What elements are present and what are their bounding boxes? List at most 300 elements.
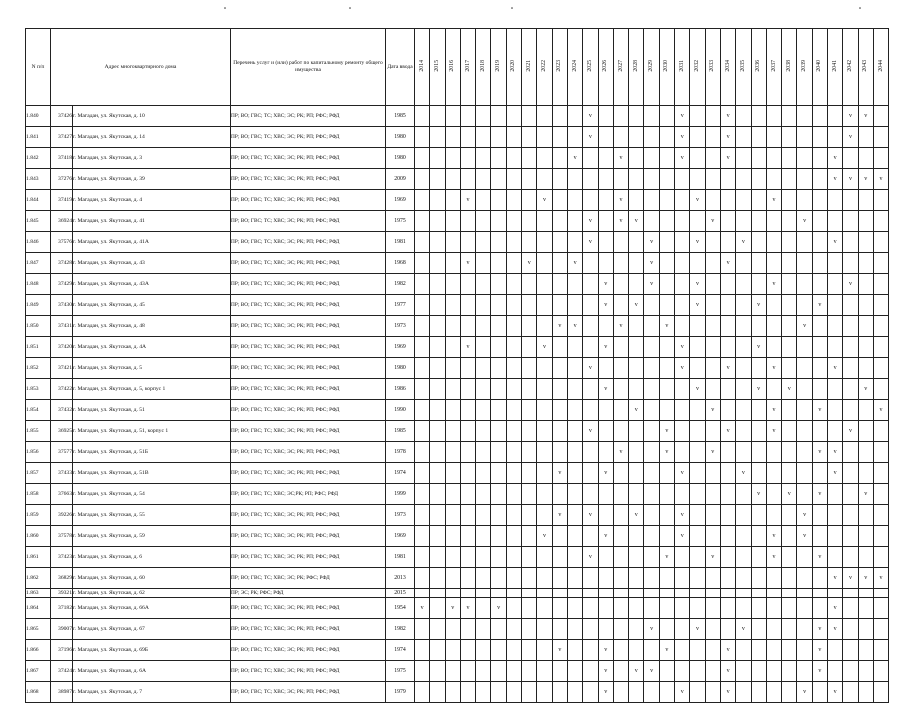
year-cell [629,232,644,253]
works-list: ПР; ВО; ГВС; ТС; ХВС; ЭС; РК; РП; РФС; РФД [231,358,386,379]
year-cell [675,379,690,400]
year-cell [522,127,537,148]
year-cell [598,505,613,526]
year-cell [445,295,460,316]
year-cell [675,253,690,274]
year-cell [736,661,751,682]
year-cell [629,619,644,640]
year-cell [567,211,582,232]
year-cell [705,619,720,640]
year-cell [552,619,567,640]
scheduled-mark: v [705,442,720,463]
house-code: 37424 [51,661,73,682]
row-number: 1.861 [26,547,51,568]
year-cell [430,232,445,253]
table-row [26,337,889,358]
row-number: 1.844 [26,190,51,211]
year-cell [460,295,475,316]
year-cell [675,421,690,442]
year-cell [644,505,659,526]
house-code: 39226 [51,505,73,526]
house-code: 37419 [51,190,73,211]
year-cell [583,337,598,358]
year-cell [858,337,873,358]
year-cell [873,211,888,232]
year-cell [843,589,858,598]
table-row [26,232,889,253]
works-list: ПР; ВО; ГВС; ТС; ХВС; ЭС; РК; РФС; РФД [231,568,386,589]
year-cell [445,232,460,253]
year-cell [476,316,491,337]
year-cell [567,442,582,463]
year-cell [659,169,674,190]
house-address: г. Магадан, ул. Якутская, д. 4 [73,190,231,211]
year-cell [828,661,843,682]
year-cell [797,106,812,127]
table-body [26,106,889,703]
year-cell [644,526,659,547]
year-cell [690,661,705,682]
scheduled-mark: v [812,400,827,421]
header-year-label: 2028 [632,59,639,72]
year-cell [751,682,766,703]
year-cell [858,589,873,598]
year-cell [415,568,430,589]
year-cell [736,106,751,127]
year-cell [430,190,445,211]
year-cell [430,337,445,358]
house-address: г. Магадан, ул. Якутская, д. 62 [73,589,231,598]
year-cell [476,421,491,442]
scheduled-mark: v [598,379,613,400]
year-cell [598,148,613,169]
year-cell [644,484,659,505]
year-cell [736,169,751,190]
scheduled-mark: v [675,337,690,358]
year-cell [782,337,797,358]
year-cell [491,463,506,484]
row-number: 1.860 [26,526,51,547]
scheduled-mark: v [812,442,827,463]
year-cell [430,619,445,640]
year-cell [430,484,445,505]
year-cell [506,316,521,337]
year-cell [613,274,628,295]
scheduled-mark: v [445,598,460,619]
year-cell [659,400,674,421]
year-built: 1977 [386,295,415,316]
scheduled-mark: v [873,400,888,421]
year-cell [476,190,491,211]
scheduled-mark: v [766,421,781,442]
scheduled-mark: v [629,295,644,316]
year-cell [659,619,674,640]
house-code: 37432 [51,400,73,421]
year-cell [797,127,812,148]
year-cell [797,232,812,253]
year-cell [491,106,506,127]
year-cell [506,442,521,463]
year-cell [583,568,598,589]
year-cell [644,106,659,127]
year-cell [491,547,506,568]
year-cell [690,253,705,274]
year-cell [415,211,430,232]
header-year-label: 2015 [433,59,440,72]
year-cell [797,484,812,505]
scheduled-mark: v [583,211,598,232]
scheduled-mark: v [583,505,598,526]
year-cell [812,379,827,400]
year-cell [720,274,735,295]
house-address: г. Магадан, ул. Якутская, д. 4А [73,337,231,358]
scheduled-mark: v [797,316,812,337]
year-cell [598,106,613,127]
house-code: 36925 [51,421,73,442]
house-address: г. Магадан, ул. Якутская, д. 7 [73,682,231,703]
year-cell [858,400,873,421]
scheduled-mark: v [629,400,644,421]
year-cell [430,358,445,379]
year-cell [843,211,858,232]
year-cell [476,661,491,682]
year-cell [445,442,460,463]
year-cell [430,211,445,232]
table-row [26,148,889,169]
year-cell [460,232,475,253]
year-cell [873,421,888,442]
year-built: 1974 [386,463,415,484]
scheduled-mark: v [629,211,644,232]
year-cell [476,274,491,295]
year-cell [552,127,567,148]
scheduled-mark: v [843,127,858,148]
year-cell [415,358,430,379]
year-cell [705,232,720,253]
year-cell [720,484,735,505]
house-code: 37422 [51,379,73,400]
header-year [828,29,843,106]
year-cell [751,358,766,379]
year-cell [445,148,460,169]
year-cell [537,682,552,703]
scheduled-mark: v [873,169,888,190]
year-cell [644,211,659,232]
year-cell [567,169,582,190]
year-cell [506,484,521,505]
year-cell [659,211,674,232]
year-cell [430,169,445,190]
year-built: 1982 [386,274,415,295]
year-cell [659,379,674,400]
year-cell [537,274,552,295]
header-works: Перечень услуг и (или) работ по капитальному ремонту общего имущества [231,29,386,106]
year-cell [751,547,766,568]
scheduled-mark: v [828,682,843,703]
scheduled-mark: v [828,463,843,484]
year-cell [552,232,567,253]
year-cell [797,421,812,442]
scheduled-mark: v [690,379,705,400]
year-cell [567,274,582,295]
year-cell [690,442,705,463]
row-number: 1.841 [26,127,51,148]
year-cell [552,421,567,442]
house-code: 37182 [51,598,73,619]
header-year [506,29,521,106]
year-cell [567,484,582,505]
scheduled-mark: v [705,400,720,421]
year-cell [812,106,827,127]
scheduled-mark: v [797,505,812,526]
year-cell [690,211,705,232]
year-cell [705,379,720,400]
year-cell [613,547,628,568]
year-cell [766,463,781,484]
year-cell [522,211,537,232]
house-address: г. Магадан, ул. Якутская, д. 5 [73,358,231,379]
year-cell [812,253,827,274]
year-cell [736,505,751,526]
scheduled-mark: v [843,106,858,127]
year-cell [445,316,460,337]
year-cell [812,358,827,379]
house-address: г. Магадан, ул. Якутская, д. 3 [73,148,231,169]
scheduled-mark: v [812,295,827,316]
year-cell [736,640,751,661]
year-cell [522,547,537,568]
year-cell [476,295,491,316]
scheduled-mark: v [828,148,843,169]
year-cell [705,253,720,274]
year-cell [736,682,751,703]
year-cell [690,106,705,127]
year-cell [537,421,552,442]
year-cell [782,640,797,661]
house-code: 37418 [51,148,73,169]
works-list: ПР; ВО; ГВС; ТС; ХВС; ЭС; РК; РП; РФС; РФД [231,106,386,127]
year-cell [644,169,659,190]
scheduled-mark: v [812,661,827,682]
year-cell [858,211,873,232]
house-code: 37428 [51,253,73,274]
header-year [430,29,445,106]
year-cell [720,547,735,568]
works-list: ПР; ЭС; РК; РФС; РФД [231,589,386,598]
scheduled-mark: v [552,640,567,661]
year-cell [583,619,598,640]
year-cell [476,463,491,484]
year-cell [797,661,812,682]
year-cell [644,640,659,661]
year-cell [644,148,659,169]
header-year-label: 2027 [617,59,624,72]
year-cell [705,661,720,682]
year-cell [675,274,690,295]
year-cell [873,661,888,682]
house-code: 37663 [51,484,73,505]
year-cell [522,505,537,526]
header-year-label: 2030 [663,59,670,72]
year-cell [430,253,445,274]
year-cell [537,442,552,463]
works-list: ПР; ВО; ГВС; ТС; ХВС; ЭС; РК; РП; РФС; РФД [231,295,386,316]
year-cell [812,682,827,703]
year-cell [720,505,735,526]
year-cell [491,484,506,505]
year-cell [491,442,506,463]
works-list: ПР; ВО; ГВС; ТС; ХВС; ЭС; РК; РП; РФС; РФД [231,640,386,661]
year-cell [751,316,766,337]
year-cell [720,568,735,589]
year-cell [613,661,628,682]
year-cell [858,442,873,463]
header-year [629,29,644,106]
year-cell [720,337,735,358]
year-cell [491,232,506,253]
year-cell [828,589,843,598]
year-cell [476,232,491,253]
house-address: г. Магадан, ул. Якутская, д. 6А [73,661,231,682]
year-cell [537,211,552,232]
header-year-label: 2036 [755,59,762,72]
row-number: 1.847 [26,253,51,274]
year-cell [675,442,690,463]
year-cell [506,598,521,619]
works-list: ПР; ВО; ГВС; ТС; ХВС; ЭС; РК; РП; РФС; РФД [231,505,386,526]
year-cell [659,484,674,505]
year-cell [583,253,598,274]
year-built: 2015 [386,589,415,598]
year-cell [415,640,430,661]
year-cell [720,232,735,253]
year-cell [491,274,506,295]
year-cell [843,547,858,568]
year-cell [766,589,781,598]
house-code: 37420 [51,337,73,358]
year-cell [873,358,888,379]
year-cell [873,148,888,169]
year-cell [812,232,827,253]
year-cell [675,400,690,421]
works-list: ПР; ВО; ГВС; ТС; ХВС; ЭС; РК; РП; РФС; РФД [231,682,386,703]
house-code: 37423 [51,547,73,568]
scheduled-mark: v [644,661,659,682]
year-cell [506,640,521,661]
year-cell [766,295,781,316]
year-cell [552,598,567,619]
year-cell [858,253,873,274]
year-built: 1981 [386,547,415,568]
year-cell [415,232,430,253]
year-cell [567,547,582,568]
year-cell [644,442,659,463]
table-row [26,316,889,337]
header-year [797,29,812,106]
year-cell [583,463,598,484]
year-cell [598,598,613,619]
year-cell [782,547,797,568]
header-year [690,29,705,106]
year-cell [506,619,521,640]
header-year [843,29,858,106]
year-cell [583,169,598,190]
year-cell [659,358,674,379]
header-year-label: 2020 [510,59,517,72]
year-cell [430,598,445,619]
year-cell [415,589,430,598]
year-cell [522,442,537,463]
table-row [26,274,889,295]
year-cell [644,358,659,379]
header-year-label: 2029 [648,59,655,72]
year-cell [460,211,475,232]
year-cell [415,442,430,463]
row-number: 1.840 [26,106,51,127]
year-cell [629,682,644,703]
year-cell [675,316,690,337]
year-cell [445,682,460,703]
year-cell [843,619,858,640]
year-built: 1968 [386,253,415,274]
year-cell [430,640,445,661]
year-cell [522,232,537,253]
scheduled-mark: v [843,274,858,295]
header-year [522,29,537,106]
house-code: 39007 [51,619,73,640]
year-cell [828,190,843,211]
header-year-label: 2023 [556,59,563,72]
table-row [26,598,889,619]
year-cell [644,682,659,703]
year-cell [782,619,797,640]
year-cell [720,400,735,421]
year-cell [782,253,797,274]
header-year-label: 2039 [801,59,808,72]
header-address: Адрес многоквартирного дома [51,29,231,106]
year-cell [430,148,445,169]
year-cell [445,463,460,484]
year-cell [736,526,751,547]
header-year [537,29,552,106]
scheduled-mark: v [812,484,827,505]
year-cell [522,598,537,619]
scheduled-mark: v [567,253,582,274]
year-cell [613,295,628,316]
year-cell [476,211,491,232]
year-cell [613,169,628,190]
year-cell [460,484,475,505]
scheduled-mark: v [644,253,659,274]
year-cell [537,148,552,169]
year-cell [736,568,751,589]
year-cell [659,568,674,589]
year-built: 1969 [386,526,415,547]
house-code: 37429 [51,274,73,295]
year-cell [736,211,751,232]
year-cell [720,379,735,400]
year-cell [491,337,506,358]
year-cell [705,484,720,505]
row-number: 1.843 [26,169,51,190]
year-cell [567,640,582,661]
year-cell [598,547,613,568]
year-cell [659,106,674,127]
year-cell [598,442,613,463]
scheduled-mark: v [690,232,705,253]
house-address: г. Магадан, ул. Якутская, д. 60 [73,568,231,589]
works-list: ПР; ВО; ГВС; ТС; ХВС; ЭС; РК; РП; РФС; РФД [231,400,386,421]
